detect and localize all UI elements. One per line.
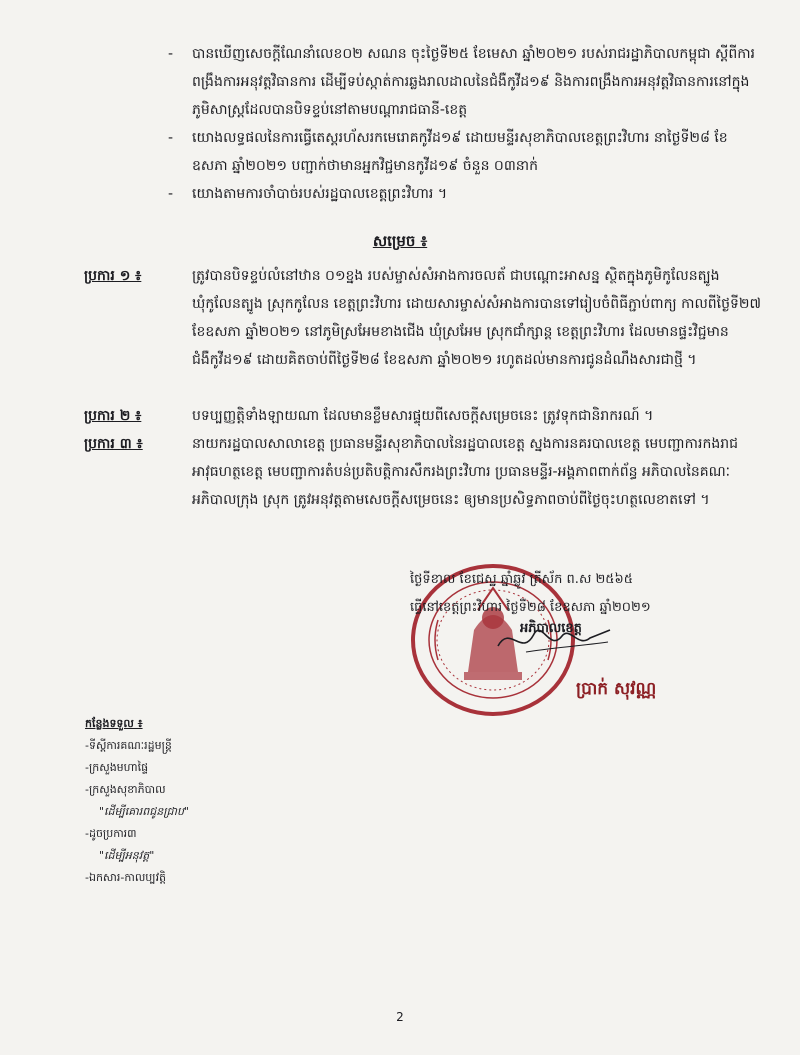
article-label: ប្រការ ២ ៖ [84,408,142,424]
article-2 [84,402,764,430]
decision-heading: សម្រេច ៖ [372,232,428,250]
article-1 [84,262,764,374]
solar-date: ធ្វើនៅខេត្តព្រះវិហារ ថ្ងៃទី២៨ ខែឧសភា ឆ្នាំ២០២១ [410,600,651,615]
date-block [410,566,750,622]
recipients-title: កន្លែងទទួល ៖ [85,717,143,730]
article-label: ប្រការ ៣ ៖ [84,436,143,452]
reference-item: - យោងលទ្ធផលនៃការធ្វើតេស្តរហ័សរកមេរោគកូវីដ១៩ ដោយមន្ទីរសុខាភិបាលខេត្តព្រះវិហារ នាថ្ងៃទី២៨ ខែឧសភា ឆ្នាំ២០២១ បញ្ជាក់ថាមានអ្នកវិជ្ជមានកូវីដ១៩ ចំនួន ០៣នាក់ [168,124,758,180]
article-label: ប្រការ ១ ៖ [84,268,142,284]
recipient-note: "ដើម្បីគោរពជូនជ្រាប" [99,805,189,818]
recipient-item: -ក្រសួងមហាផ្ទៃ [85,761,149,774]
reference-text: យោងតាមការចាំបាច់របស់រដ្ឋបាលខេត្តព្រះវិហារ ។ [192,186,448,202]
article-3 [84,430,764,514]
reference-text: យោងលទ្ធផលនៃការធ្វើតេស្តរហ័សរកមេរោគកូវីដ១៩ ដោយមន្ទីរសុខាភិបាលខេត្តព្រះវិហារ នាថ្ងៃទី២៨ ខែឧសភា ឆ្នាំ២០២១ បញ្ជាក់ថាមានអ្នកវិជ្ជមានកូវីដ១៩ ចំនួន ០៣នាក់ [192,130,728,174]
page-number: 2 [396,1010,404,1024]
reference-item: - បានឃើញសេចក្តីណែនាំលេខ០២ សណន ចុះថ្ងៃទី២៥ ខែមេសា ឆ្នាំ២០២១ របស់រាជរដ្ឋាភិបាលកម្ពុជា ស្តីពីការពង្រឹងការអនុវត្តវិធានការ ដើម្បីទប់ស្កាត់ការឆ្លងរាលដាលនៃជំងឺកូវីដ១៩ និងការពង្រឹងការអនុវត្តវិធានការនៅក្នុងភូមិសាស្ត្រដែលបានបិទខ្ទប់នៅតាមបណ្តារាជធានី-ខេត្ត [168,40,758,124]
recipient-item: -ដូចប្រការ៣ [85,827,137,840]
recipient-note: "ដើម្បីអនុវត្ត" [99,849,155,862]
recipient-item: -ទីស្តីការគណៈរដ្ឋមន្ត្រី [85,739,172,752]
reference-text: បានឃើញសេចក្តីណែនាំលេខ០២ សណន ចុះថ្ងៃទី២៥ ខែមេសា ឆ្នាំ២០២១ របស់រាជរដ្ឋាភិបាលកម្ពុជា ស្តីពីការពង្រឹងការអនុវត្តវិធានការ ដើម្បីទប់ស្កាត់ការឆ្លងរាលដាលនៃជំងឺកូវីដ១៩ និងការពង្រឹងការអនុវត្តវិធានការនៅក្នុងភូមិសាស្ត្រដែលបានបិទខ្ទប់នៅតាមបណ្តារាជធានី-ខេត្ត [192,46,755,118]
recipient-item: -ឯកសារ-កាលប្បវត្តិ [85,871,167,884]
article-text: បទប្បញ្ញត្តិទាំងឡាយណា ដែលមានខ្លឹមសារផ្ទុយពីសេចក្តីសម្រេចនេះ ត្រូវទុកជានិរាករណ៍ ។ [192,408,654,424]
recipients-list [85,713,325,889]
reference-item: - យោងតាមការចាំបាច់របស់រដ្ឋបាលខេត្តព្រះវិហារ ។ [168,180,758,208]
lunar-date: ថ្ងៃទីខាល ខែជេស្ឋ ឆ្នាំឆ្លូវ ត្រីស័ក ព.ស ២៥៦៥ [410,572,633,587]
governor-title: អភិបាលខេត្ត [520,621,582,636]
recipient-item: -ក្រសួងសុខាភិបាល [85,783,166,796]
article-text: ត្រូវបានបិទខ្ទប់លំនៅឋាន ០១ខ្នង របស់ម្ចាស់សំអាងការចលត័ ជាបណ្តោះអាសន្ន ស្ថិតក្នុងភូមិកូលែនត្បូង ឃុំកូលែនត្បូង ស្រុកកូលែន ខេត្តព្រះវិហារ ដោយសារម្ចាស់សំអាងការបានទៅរៀបចំពិធីភ្ជាប់ពាក្យ កាលពីថ្ងៃទី២៧ ខែឧសភា ឆ្នាំ២០២១ នៅភូមិស្រអែមខាងជើង ឃុំស្រអែម ស្រុកជាំក្សាន្ត ខេត្តព្រះវិហារ ដែលមានផ្ទះវិជ្ជមានជំងឺកូវីដ១៩ ដោយគិតចាប់ពីថ្ងៃទី២៨ ខែឧសភា ឆ្នាំ២០២១ រហូតដល់មានការជូនដំណឹងសារជាថ្មី ។ [192,268,761,368]
signer-name: ប្រាក់ សុវណ្ណ [576,679,657,699]
reference-list [168,40,758,208]
article-text: នាយករដ្ឋបាលសាលាខេត្ត ប្រធានមន្ទីរសុខាភិបាលនៃរដ្ឋបាលខេត្ត ស្នងការនគរបាលខេត្ត មេបញ្ជាការកងរាជអាវុធហត្ថខេត្ត មេបញ្ជាការតំបន់ប្រតិបត្តិការសឹករងព្រះវិហារ ប្រធានមន្ទីរ-អង្គភាពពាក់ព័ន្ធ អភិបាលនៃគណៈអភិបាលក្រុង ស្រុក ត្រូវអនុវត្តតាមសេចក្តីសម្រេចនេះ ឲ្យមានប្រសិទ្ធភាពចាប់ពីថ្ងៃចុះហត្ថលេខាតទៅ ។ [192,436,739,508]
